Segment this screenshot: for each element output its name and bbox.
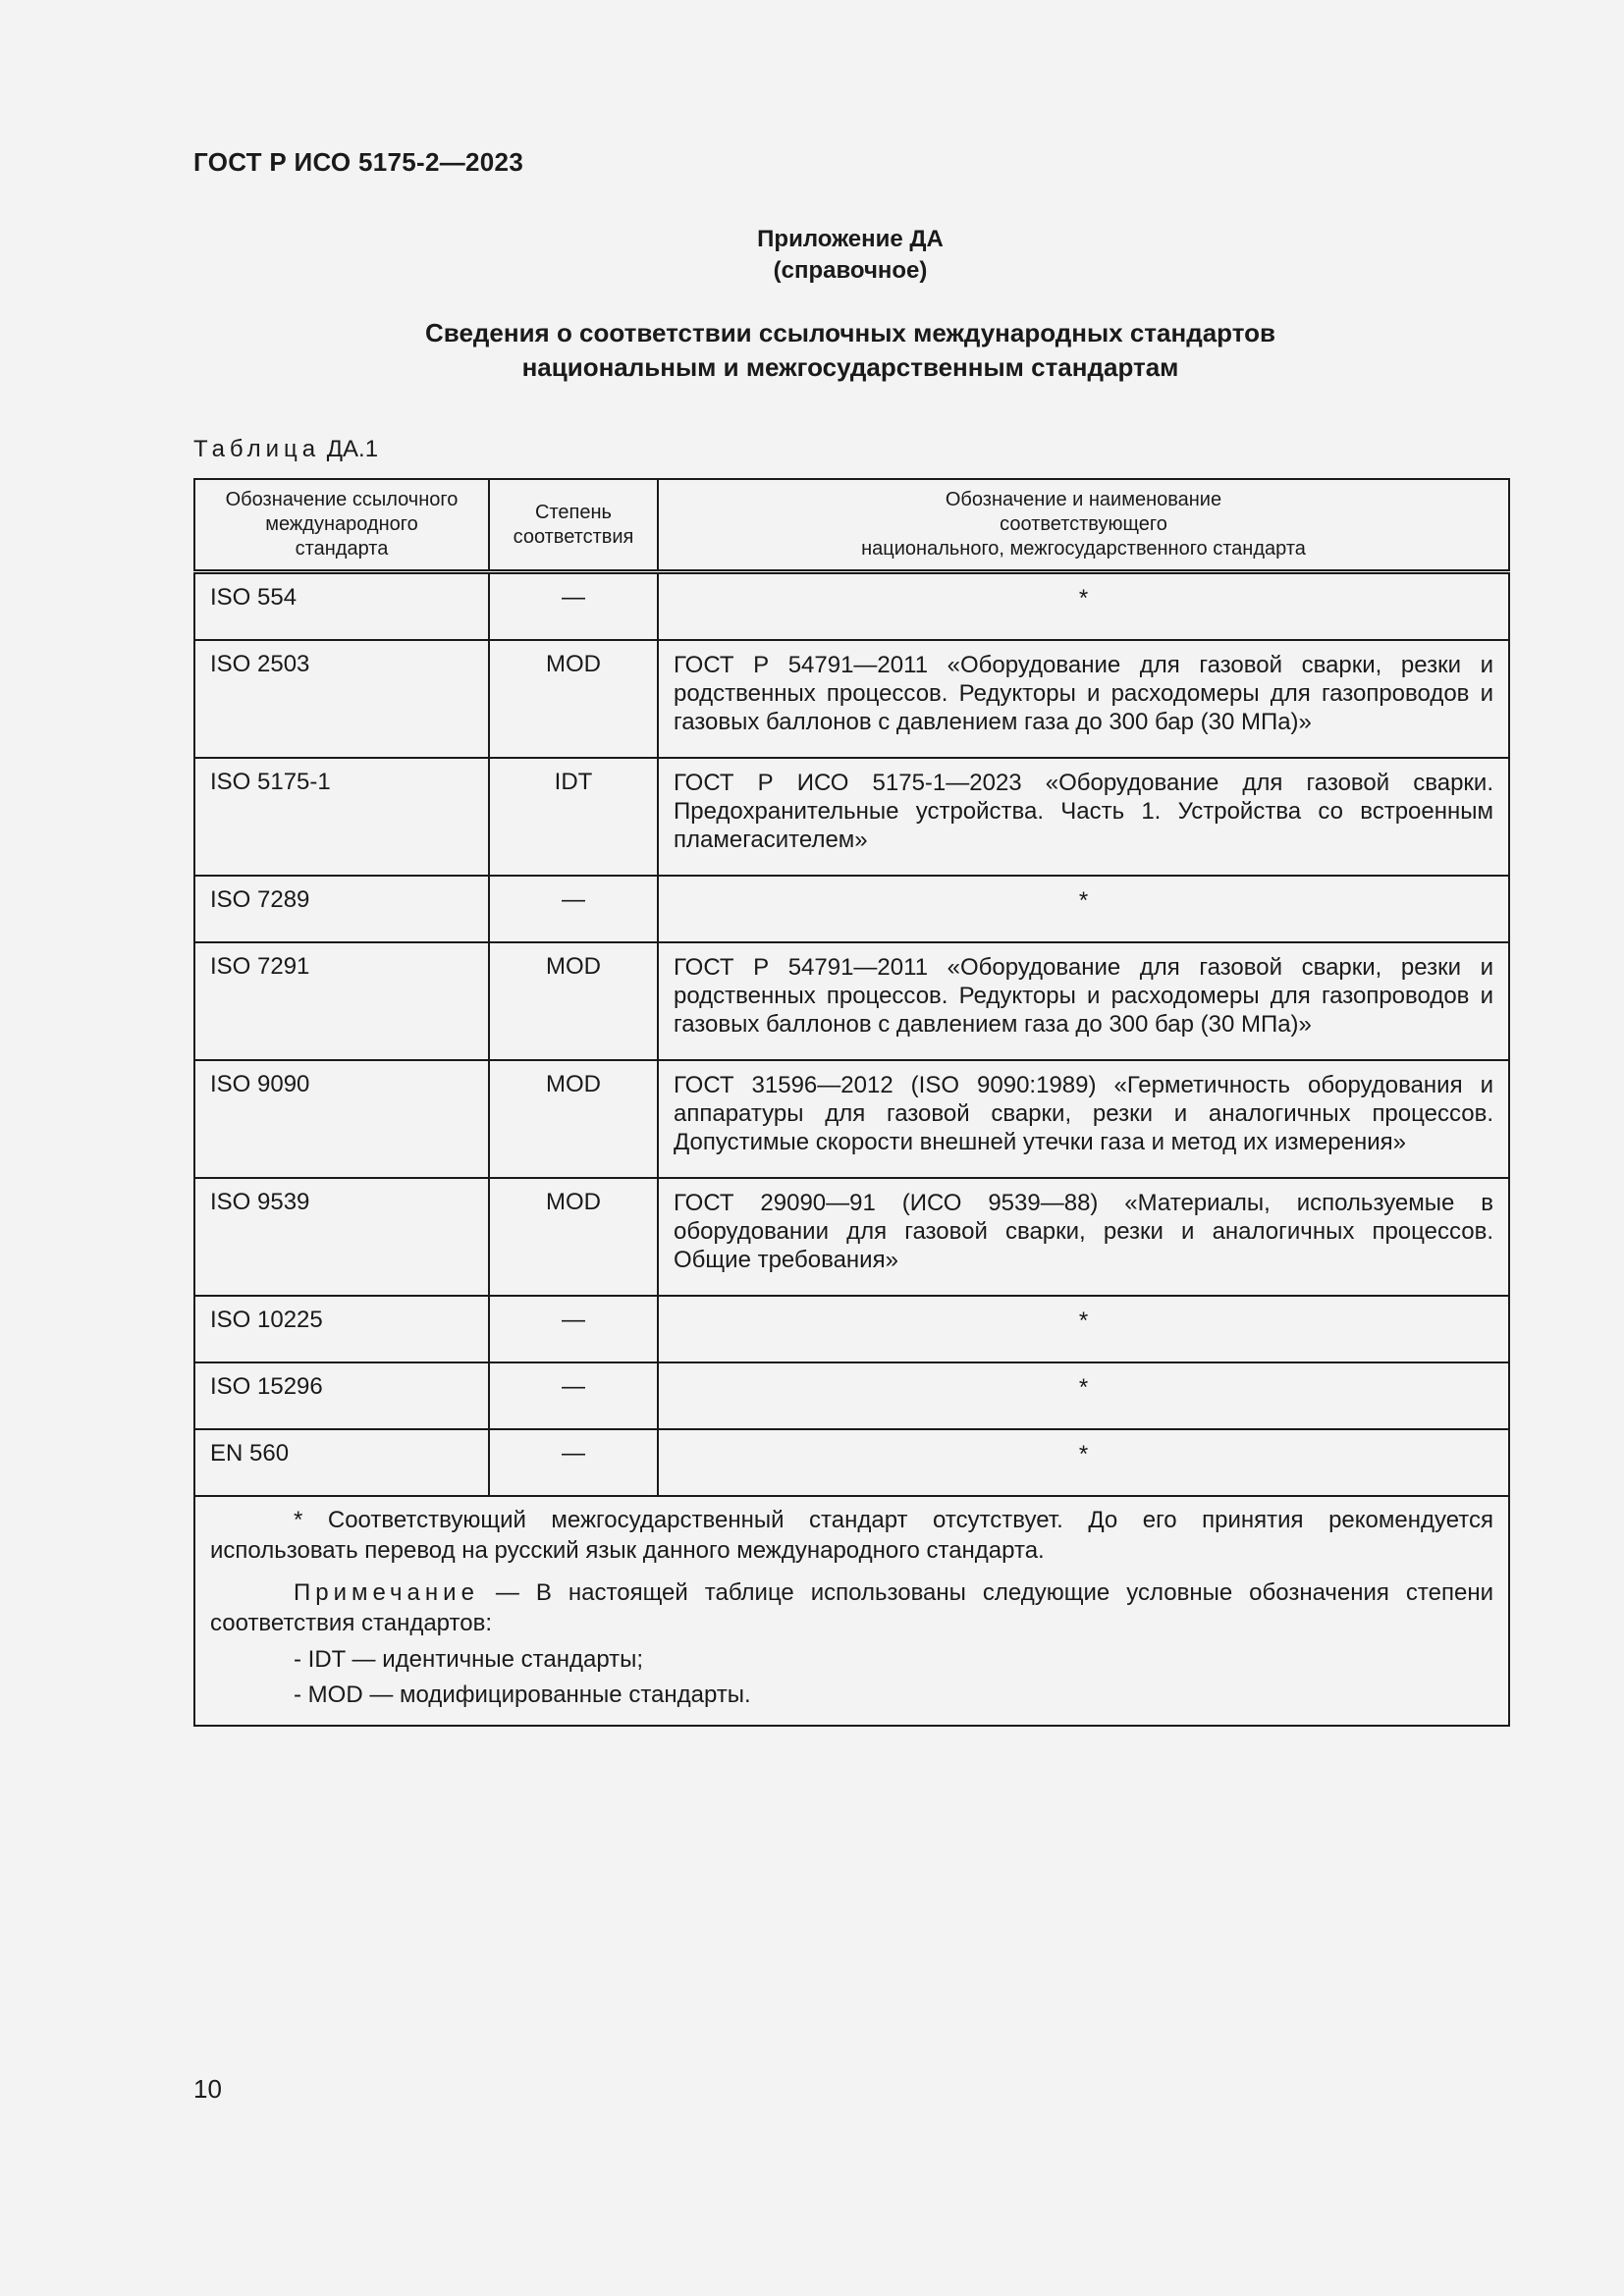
table-row [194,942,1509,1060]
cell-national: * [658,876,1509,942]
cell-degree: MOD [489,640,658,758]
correspondence-table [193,478,1510,1727]
cell-national: * [658,1296,1509,1362]
table-row [194,1060,1509,1178]
cell-degree: MOD [489,942,658,1060]
cell-degree: MOD [489,1178,658,1296]
cell-national: * [658,572,1509,641]
note-paragraph [210,1577,1493,1638]
cell-degree: — [489,1429,658,1496]
cell-national: ГОСТ Р 54791—2011 «Оборудование для газовой сварки, резки и родственных процессов. Редукторы и расходомеры для газопроводов и газовых баллонов с давлением газа до 300 бар (30 МПа)» [658,640,1509,758]
cell-national: ГОСТ Р 54791—2011 «Оборудование для газовой сварки, резки и родственных процессов. Редукторы и расходомеры для газопроводов и газовых баллонов с давлением газа до 300 бар (30 МПа)» [658,942,1509,1060]
cell-degree: — [489,1362,658,1429]
cell-national: * [658,1429,1509,1496]
page-number: 10 [193,2074,222,2104]
cell-degree: — [489,876,658,942]
annex-heading [193,316,1507,385]
annex-subtitle: (справочное) [773,257,928,284]
cell-reference: ISO 7289 [194,876,489,942]
column-header-national: Обозначение и наименование соответствующего национального, межгосударственного стандарта [658,479,1509,572]
table-caption-word: Таблица [193,436,321,462]
cell-reference: ISO 7291 [194,942,489,1060]
cell-reference: ISO 10225 [194,1296,489,1362]
annex-title-block [193,224,1507,287]
list-item: - MOD — модифицированные стандарты. [294,1682,751,1708]
table-row [194,1429,1509,1496]
list-item: - IDT — идентичные стандарты; [294,1646,644,1673]
cell-national: * [658,1362,1509,1429]
cell-degree: MOD [489,1060,658,1178]
table-footer-row [194,1496,1509,1726]
table-row [194,1296,1509,1362]
table-row [194,640,1509,758]
note-list [294,1642,1493,1713]
cell-reference: ISO 2503 [194,640,489,758]
cell-reference: EN 560 [194,1429,489,1496]
cell-degree: — [489,572,658,641]
annex-title: Приложение ДА [757,226,944,252]
table-caption-number: ДА.1 [326,436,379,462]
cell-reference: ISO 15296 [194,1362,489,1429]
annex-heading-line-2: национальным и межгосударственным стандартам [521,352,1179,382]
column-header-reference: Обозначение ссылочного международного стандарта [194,479,489,572]
table-header-row [194,479,1509,572]
table-row [194,758,1509,876]
annex-heading-line-1: Сведения о соответствии ссылочных международных стандартов [425,318,1275,347]
note-label: Примечание [294,1579,479,1606]
cell-reference: ISO 9090 [194,1060,489,1178]
table-row [194,1362,1509,1429]
cell-reference: ISO 9539 [194,1178,489,1296]
cell-national: ГОСТ 31596—2012 (ISO 9090:1989) «Герметичность оборудования и аппаратуры для газовой сварки, резки и аналогичных процессов. Допустимые скорости внешней утечки газа и метод их измерения» [658,1060,1509,1178]
table-caption [193,436,378,463]
table-row [194,876,1509,942]
cell-national: ГОСТ 29090—91 (ИСО 9539—88) «Материалы, используемые в оборудовании для газовой сварки, резки и аналогичных процессов. Общие требования» [658,1178,1509,1296]
cell-national: ГОСТ Р ИСО 5175-1—2023 «Оборудование для газовой сварки. Предохранительные устройства. Часть 1. Устройства со встроенным пламегасителем» [658,758,1509,876]
footnote-absent-standard: * Соответствующий межгосударственный стандарт отсутствует. До его принятия рекомендуется использовать перевод на русский язык данного международного стандарта. [210,1507,1493,1564]
column-header-degree: Степень соответствия [489,479,658,572]
cell-reference: ISO 554 [194,572,489,641]
document-code: ГОСТ Р ИСО 5175-2—2023 [193,147,524,177]
cell-degree: — [489,1296,658,1362]
cell-degree: IDT [489,758,658,876]
table-row [194,572,1509,641]
table-row [194,1178,1509,1296]
table-footnotes [194,1496,1509,1726]
note-text: — В настоящей таблице использованы следующие условные обозначения степени соответствия стандартов: [210,1579,1493,1636]
cell-reference: ISO 5175-1 [194,758,489,876]
